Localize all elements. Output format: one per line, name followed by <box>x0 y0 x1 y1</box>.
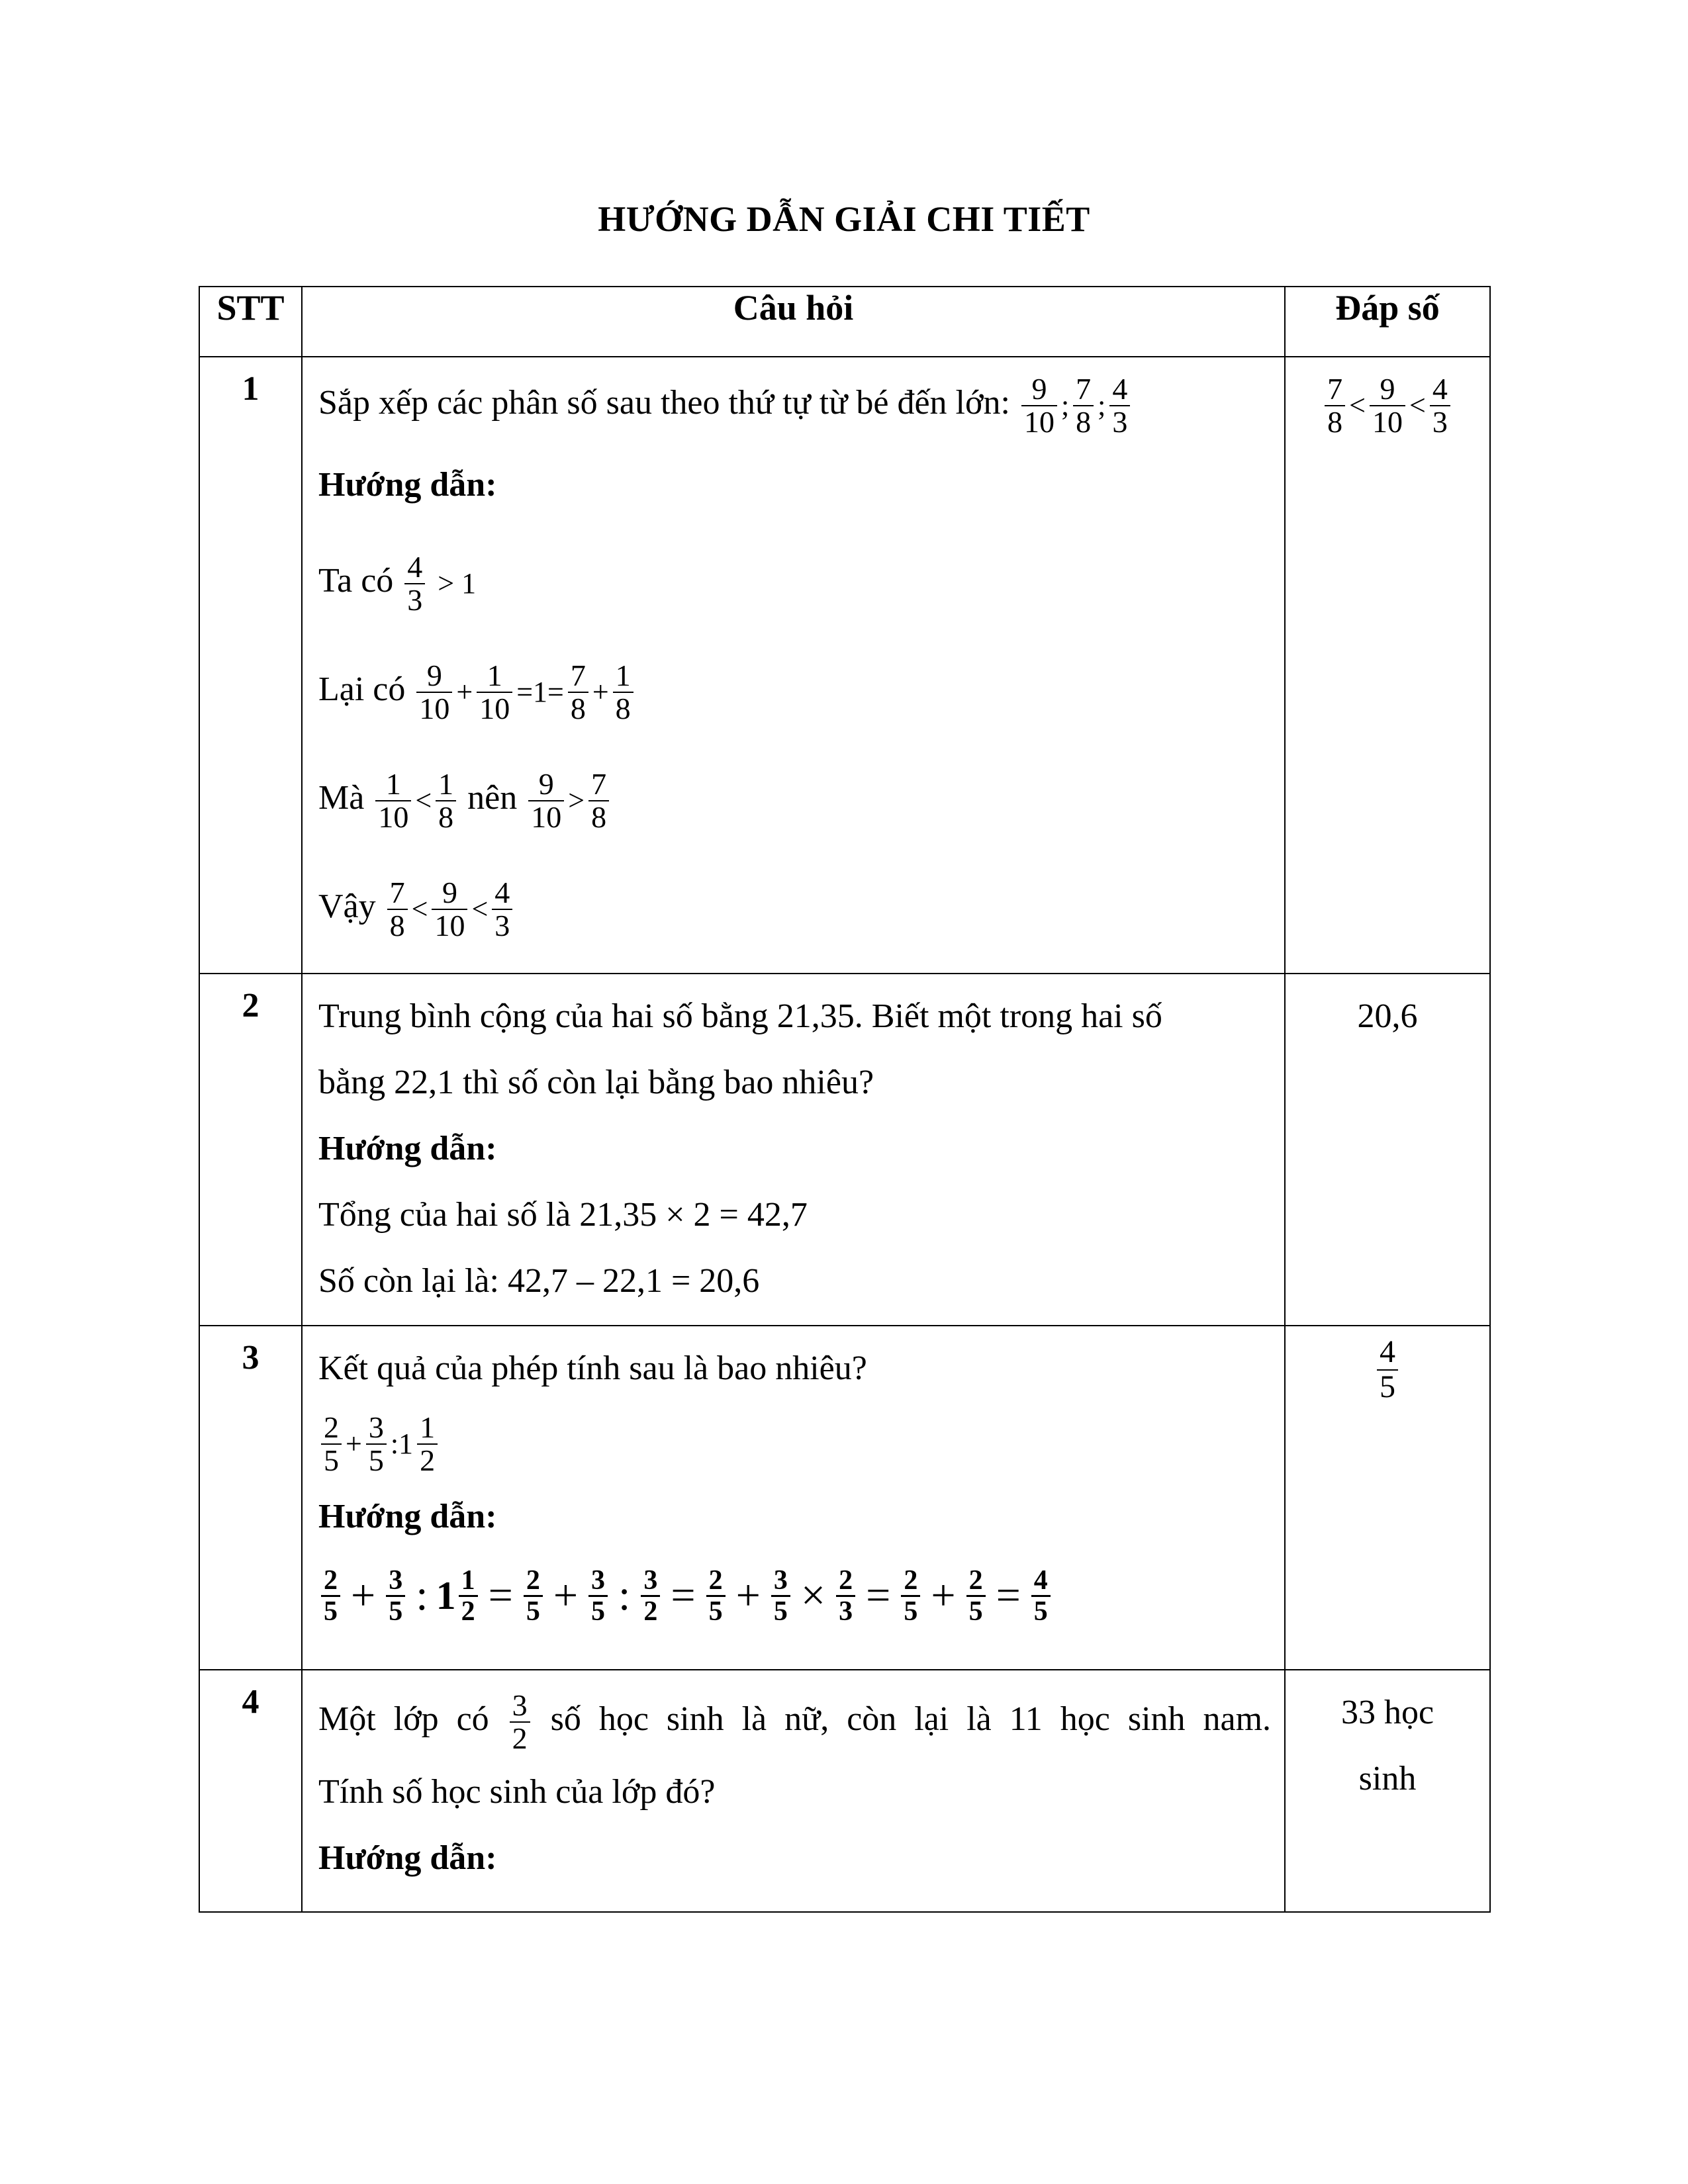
table-row-2 <box>199 974 1490 1326</box>
fraction: $\frac{4}{3}$ <box>1430 373 1450 439</box>
fraction: $\frac{9}{10}$ <box>1370 373 1405 439</box>
fraction: $\frac{4}{3}$ <box>404 551 425 617</box>
fraction: $\frac{7}{8}$ <box>1325 373 1345 439</box>
fraction: $\frac{1}{8}$ <box>613 660 633 725</box>
page-title: HƯỚNG DẪN GIẢI CHI TIẾT <box>598 199 1090 239</box>
fraction: $\frac{3}{5}$ <box>366 1412 387 1477</box>
q1-lai-co: Lại có <box>318 670 406 709</box>
row-4-answer <box>1285 1670 1490 1912</box>
fraction: $\frac{9}{10}$ <box>416 660 452 725</box>
fraction: $\frac{7}{8}$ <box>568 660 588 725</box>
fraction: $\frac{9}{10}$ <box>528 768 564 834</box>
row-2-question <box>302 974 1285 1326</box>
q2-guide-label: Hướng dẫn: <box>318 1130 497 1168</box>
table-row-1 <box>199 357 1490 974</box>
q4-text-1a: Một lớp có <box>318 1700 489 1739</box>
fraction: $\frac{1}{10}$ <box>375 768 411 834</box>
fraction: $\frac{9}{10}$ <box>432 877 467 942</box>
fraction: $\frac{3}{2}$ <box>510 1690 530 1755</box>
fraction: $\frac{7}{8}$ <box>588 768 609 834</box>
table-row-4 <box>199 1670 1490 1912</box>
q3-guide-label: Hướng dẫn: <box>318 1498 497 1536</box>
table-header-row <box>199 287 1490 357</box>
fraction: $\frac{2}{5}$ <box>321 1412 342 1477</box>
row-3-answer <box>1285 1326 1490 1670</box>
q2-step-2: Số còn lại là: 42,7 – 22,1 = 20,6 <box>318 1262 760 1300</box>
q2-text-2: bằng 22,1 thì số còn lại bằng bao nhiêu? <box>318 1064 874 1102</box>
q4-answer-2: sinh <box>1358 1760 1417 1798</box>
q4-text-2: Tính số học sinh của lớp đó? <box>318 1773 716 1811</box>
row-1-stt: 1 <box>199 357 302 974</box>
row-2-answer: 20,6 <box>1285 974 1490 1326</box>
q1-guide-label: Hướng dẫn: <box>318 466 497 504</box>
q1-text: Sắp xếp các phân số sau theo thứ tự từ bé đến lớn: <box>318 384 1010 422</box>
fraction: $\frac{4}{5}$ <box>1377 1336 1398 1404</box>
header-stt: STT <box>199 287 302 357</box>
q2-text-1: Trung bình cộng của hai số bằng 21,35. Biết một trong hai số <box>318 997 1162 1036</box>
q2-step-1: Tổng của hai số là 21,35 × 2 = 42,7 <box>318 1196 808 1234</box>
fraction: $\frac{1}{2}$ <box>417 1412 438 1477</box>
row-4-question <box>302 1670 1285 1912</box>
row-3-stt: 3 <box>199 1326 302 1670</box>
q3-solution: $\frac{2}{5}$ + $\frac{3}{5}$ : 1 $\frac{1}{2}$ = $\frac{2}{5}$ + $\frac{3}{5}$ : $\frac{3}{2}$ = $\frac{2}{5}$ + $\frac{3}{5}$ × $\frac{2}{3}$ = $\frac{2}{5}$ + $\frac{2}{5}$ = $\frac{4}{5}$ <box>318 1550 1271 1639</box>
fraction: $\frac{1}{8}$ <box>436 768 456 834</box>
fraction: $\frac{7}{8}$ <box>387 877 408 942</box>
q4-text-1b: số học sinh là nữ, còn lại là 11 học sinh nam. <box>550 1700 1272 1739</box>
q1-nen: nên <box>467 779 518 817</box>
fraction: $\frac{1}{10}$ <box>477 660 512 725</box>
fraction: $\frac{7}{8}$ <box>1073 373 1094 439</box>
q3-text: Kết quả của phép tính sau là bao nhiêu? <box>318 1349 867 1388</box>
q1-ma: Mà <box>318 779 365 817</box>
q4-answer-1: 33 học <box>1340 1694 1434 1732</box>
fraction: $\frac{9}{10}$ <box>1021 373 1057 439</box>
header-question: Câu hỏi <box>302 287 1285 357</box>
solution-table <box>199 286 1491 1913</box>
row-3-question: Kết quả của phép tính sau là bao nhiêu? $\frac{2}{5}$ + $\frac{3}{5}$ :1 $\frac{1}{2}$ Hướng dẫn: $\frac{2}{5}$ + $\frac{3}{5}$ : 1 $\frac{1}{2}$ = $\frac{2}{5}$ + $\frac{3}{5}$ : $\frac{3}{2}$ = $\frac{2}{5}$ + $\frac{3}{5}$ × $\frac{2}{3}$ = $\frac{2}{5}$ + $\frac{2}{5}$ = $\frac{4}{5}$ <box>302 1326 1285 1670</box>
row-1-question: Sắp xếp các phân số sau theo thứ tự từ bé đến lớn: $\frac{9}{10}$ ; $\frac{7}{8}$ ; $\frac{4}{3}$ Hướng dẫn: Ta có $\frac{4}{3}$ > 1 Lại có $\frac{9}{10}$ + $\frac{1}{10}$ =1= $\frac{7}{8}$ + $\frac{1}{8}$ Mà $\frac{1}{10}$ < $\frac{1}{8}$ nên $\frac{9}{10}$ > $\frac{7}{8}$ Vậy $\frac{7}{8}$ < $\frac{9}{10}$ < $\frac{4}{3}$ <box>302 357 1285 974</box>
row-1-answer: $\frac{7}{8}$ < $\frac{9}{10}$ < $\frac{4}{3}$ <box>1285 357 1490 974</box>
fraction: $\frac{4}{3}$ <box>492 877 512 942</box>
row-4-stt: 4 <box>199 1670 302 1912</box>
q1-ta-co: Ta có <box>318 562 394 600</box>
row-2-stt: 2 <box>199 974 302 1326</box>
q4-guide-label: Hướng dẫn: <box>318 1839 497 1878</box>
table-row-3 <box>199 1326 1490 1670</box>
header-answer: Đáp số <box>1285 287 1490 357</box>
fraction: $\frac{4}{3}$ <box>1109 373 1130 439</box>
q1-vay: Vậy <box>318 887 376 926</box>
